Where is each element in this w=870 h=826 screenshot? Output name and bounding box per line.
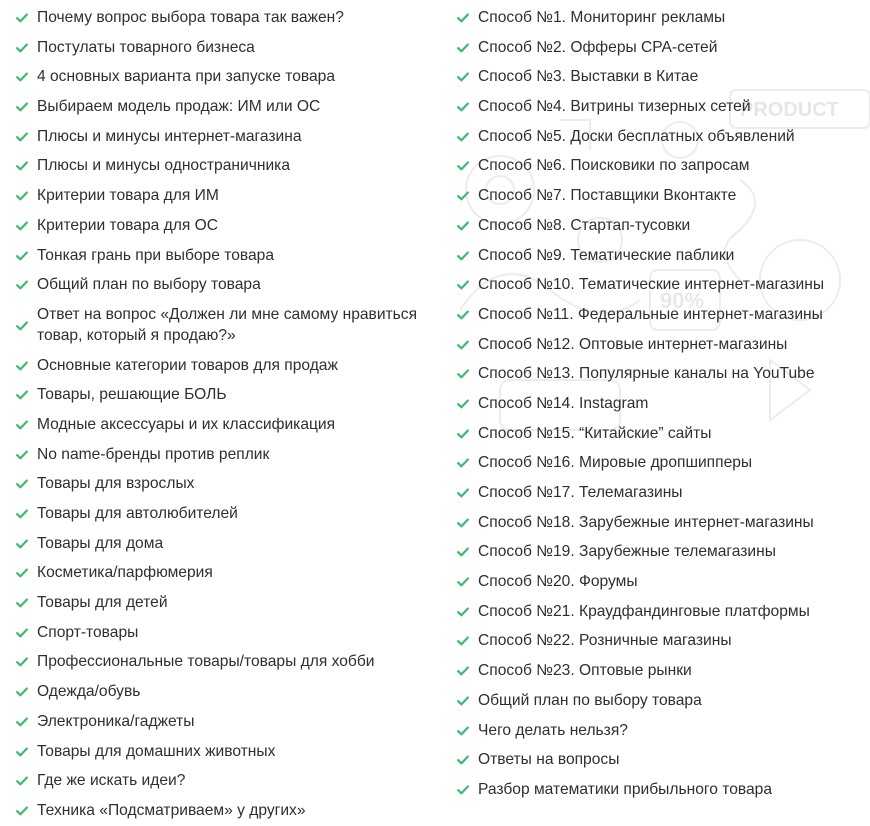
check-icon	[457, 191, 469, 201]
check-icon	[16, 321, 28, 331]
list-item	[16, 737, 436, 767]
check-icon	[16, 420, 28, 430]
list-item-label: Плюсы и минусы одностраничника	[37, 157, 290, 175]
list-item	[457, 181, 867, 211]
list-item-label: Способ №2. Офферы CPA-сетей	[478, 38, 718, 56]
list-item	[16, 270, 436, 300]
list-item-label: Способ №8. Стартап-тусовки	[478, 216, 691, 234]
check-icon	[457, 221, 469, 231]
list-item	[457, 300, 867, 330]
check-icon	[16, 598, 28, 608]
list-item	[457, 478, 867, 508]
list-item	[457, 508, 867, 538]
list-item-label: Техника «Подсматриваем» у других»	[37, 801, 306, 819]
list-item	[457, 92, 867, 122]
list-item-label: Способ №5. Доски бесплатных объявлений	[478, 127, 795, 145]
check-icon	[16, 776, 28, 786]
list-item-label: Способ №22. Розничные магазины	[478, 632, 732, 650]
list-item-label: Способ №17. Телемагазины	[478, 484, 683, 501]
list-item	[457, 3, 867, 33]
check-icon	[457, 607, 469, 617]
list-item	[16, 33, 436, 63]
list-item-label: Способ №1. Мониторинг рекламы	[478, 9, 726, 26]
check-icon	[16, 450, 28, 460]
list-item	[16, 766, 436, 796]
list-item-label: Товары для домашних животных	[37, 742, 276, 760]
background-badge: 90%	[660, 288, 705, 313]
list-item	[457, 686, 867, 716]
check-icon	[457, 458, 469, 468]
list-item	[457, 241, 867, 271]
list-item-label: No name-бренды против реплик	[37, 445, 270, 463]
list-item	[16, 529, 436, 559]
check-icon	[16, 568, 28, 578]
list-item	[16, 469, 436, 499]
list-item	[457, 745, 867, 775]
check-icon	[16, 628, 28, 638]
list-item	[16, 707, 436, 737]
check-icon	[457, 310, 469, 320]
check-icon	[16, 72, 28, 82]
list-item-label: Товары, решающие БОЛЬ	[37, 386, 227, 404]
check-icon	[16, 479, 28, 489]
check-icon	[457, 280, 469, 290]
check-icon	[16, 132, 28, 142]
list-item	[16, 300, 436, 351]
check-icon	[457, 72, 469, 82]
list-item	[16, 677, 436, 707]
check-icon	[16, 251, 28, 261]
list-item	[457, 389, 867, 419]
list-item-label: Критерии товара для ИМ	[37, 187, 219, 205]
list-item-label: Постулаты товарного бизнеса	[37, 38, 255, 56]
check-icon	[16, 390, 28, 400]
list-item	[16, 440, 436, 470]
check-icon	[16, 161, 28, 171]
check-icon	[16, 221, 28, 231]
list-item-label: Ответы на вопросы	[478, 751, 620, 769]
list-item	[457, 537, 867, 567]
list-item-label: Способ №6. Поисковики по запросам	[478, 157, 750, 175]
list-item	[457, 716, 867, 746]
list-item	[457, 211, 867, 241]
check-icon	[16, 361, 28, 371]
check-icon	[16, 13, 28, 23]
check-icon	[16, 717, 28, 727]
list-item	[16, 380, 436, 410]
list-item-label: Товары для взрослых	[37, 475, 195, 493]
list-item-label: Способ №23. Оптовые рынки	[478, 662, 692, 680]
check-icon	[16, 509, 28, 519]
check-icon	[16, 687, 28, 697]
list-item	[457, 597, 867, 627]
check-icon	[457, 696, 469, 706]
list-item-label: Способ №7. Поставщики Вконтакте	[478, 187, 737, 205]
list-item-label: Тонкая грань при выборе товара	[37, 246, 275, 264]
check-icon	[457, 340, 469, 350]
left-topic-list	[16, 3, 436, 826]
check-icon	[16, 806, 28, 816]
check-icon	[16, 539, 28, 549]
list-item	[16, 62, 436, 92]
list-item-label: Чего делать нельзя?	[478, 721, 628, 739]
check-icon	[16, 43, 28, 53]
list-item-label: Одежда/обувь	[37, 683, 141, 701]
list-item	[16, 181, 436, 211]
list-item-label: Общий план по выбору товара	[478, 691, 702, 709]
list-item-label: Товары для детей	[37, 594, 168, 612]
list-item-label: Товары для дома	[37, 534, 164, 552]
list-item-label: Электроника/гаджеты	[37, 712, 195, 730]
list-item	[457, 567, 867, 597]
list-item	[457, 330, 867, 360]
check-icon	[457, 132, 469, 142]
list-item-label: Способ №9. Тематические паблики	[478, 246, 735, 264]
list-item	[16, 211, 436, 241]
check-icon	[16, 747, 28, 757]
check-icon	[16, 657, 28, 667]
list-item-label: Общий план по выбору товара	[37, 276, 261, 294]
list-item	[457, 419, 867, 449]
list-item-label: Косметика/парфюмерия	[37, 564, 213, 582]
list-item-label: Способ №13. Популярные каналы на YouTube	[478, 365, 815, 383]
list-item-label: Почему вопрос выбора товара так важен?	[37, 9, 344, 26]
list-item-label: Способ №20. Форумы	[478, 573, 638, 591]
check-icon	[457, 577, 469, 587]
list-item	[16, 558, 436, 588]
list-item-label: Способ №21. Краудфандинговые платформы	[478, 602, 810, 620]
list-item	[16, 618, 436, 648]
list-item	[16, 241, 436, 271]
check-icon	[457, 13, 469, 23]
check-icon	[457, 251, 469, 261]
check-icon	[457, 726, 469, 736]
list-item-label: Способ №3. Выставки в Китае	[478, 68, 699, 86]
list-item	[16, 92, 436, 122]
check-icon	[457, 399, 469, 409]
list-item-label: Разбор математики прибыльного товара	[478, 780, 773, 798]
list-item-label: Способ №10. Тематические интернет-магазины	[478, 276, 825, 294]
list-item-label: Способ №15. “Китайские” сайты	[478, 424, 712, 442]
check-icon	[457, 161, 469, 171]
list-item-label: Профессиональные товары/товары для хобби	[37, 653, 375, 671]
background-watermark: PRODUCT	[740, 99, 839, 121]
list-item	[457, 62, 867, 92]
list-item	[457, 151, 867, 181]
list-item-label: Способ №11. Федеральные интернет-магазины	[478, 305, 823, 323]
check-icon	[457, 636, 469, 646]
list-item-label: Выбираем модель продаж: ИМ или ОС	[37, 98, 321, 116]
list-item	[16, 588, 436, 618]
check-icon	[16, 280, 28, 290]
right-topic-list	[457, 3, 867, 805]
list-item-label: Товары для автолюбителей	[37, 505, 238, 522]
list-item-label: Модные аксессуары и их классификация	[37, 415, 336, 433]
list-item	[16, 796, 436, 826]
check-icon	[457, 755, 469, 765]
check-icon	[16, 102, 28, 112]
list-item	[16, 647, 436, 677]
check-icon	[457, 369, 469, 379]
list-item-label: Способ №14. Instagram	[478, 394, 649, 412]
list-item	[457, 626, 867, 656]
list-item-label: Основные категории товаров для продаж	[37, 356, 338, 374]
list-item-label: Плюсы и минусы интернет-магазина	[37, 127, 302, 145]
check-icon	[16, 191, 28, 201]
list-item	[457, 359, 867, 389]
list-item-label: Ответ на вопрос «Должен ли мне самому нравиться товар, который я продаю?»	[37, 305, 418, 344]
list-item-label: Способ №16. Мировые дропшипперы	[478, 454, 753, 472]
check-icon	[457, 666, 469, 676]
list-item	[457, 448, 867, 478]
list-item	[16, 351, 436, 381]
check-icon	[457, 429, 469, 439]
list-item-label: 4 основных варианта при запуске товара	[37, 68, 336, 86]
list-item-label: Способ №4. Витрины тизерных сетей	[478, 98, 751, 116]
list-item	[16, 410, 436, 440]
list-item	[457, 33, 867, 63]
list-item	[457, 775, 867, 805]
list-item-label: Способ №19. Зарубежные телемагазины	[478, 543, 776, 561]
list-item	[16, 499, 436, 529]
check-icon	[457, 43, 469, 53]
list-item	[16, 3, 436, 33]
check-icon	[457, 785, 469, 795]
list-item-label: Где же искать идеи?	[37, 772, 186, 790]
check-icon	[457, 488, 469, 498]
list-item	[16, 122, 436, 152]
check-icon	[457, 518, 469, 528]
list-item-label: Способ №18. Зарубежные интернет-магазины	[478, 513, 814, 531]
list-item	[16, 151, 436, 181]
check-icon	[457, 102, 469, 112]
list-item-label: Способ №12. Оптовые интернет-магазины	[478, 335, 788, 353]
list-item	[457, 270, 867, 300]
list-item-label: Критерии товара для ОС	[37, 216, 218, 234]
list-item-label: Спорт-товары	[37, 623, 139, 641]
check-icon	[457, 547, 469, 557]
list-item	[457, 656, 867, 686]
list-item	[457, 122, 867, 152]
